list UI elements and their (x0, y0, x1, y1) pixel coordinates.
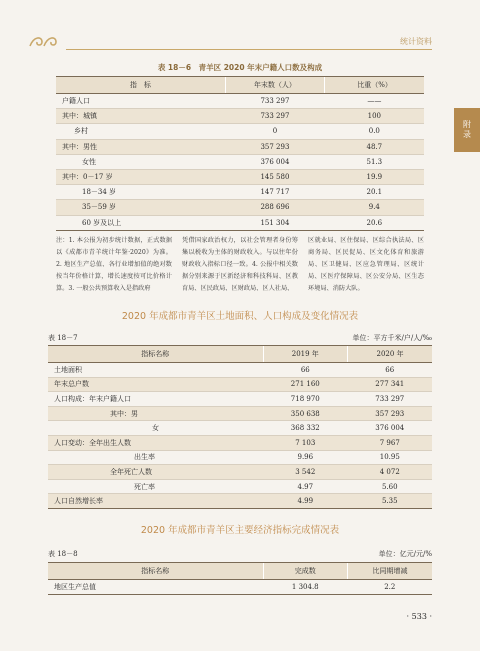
notes-column: 注：1. 本公报为初步统计数据，正式数据以《成都市青羊统计年鉴·2020》为准。2. 地区生产总值、各行业增加值的绝对数按当年价格计算，增长速度按可比价格计算。3. 一般公共预算收入是指政府 (56, 237, 172, 292)
row-label: 18－34 岁 (56, 185, 225, 200)
row-label: 出生率 (48, 450, 263, 465)
table-id: 表 18－7 (48, 334, 78, 342)
cell-2019: 4.97 (263, 479, 347, 494)
cell-share: 51.3 (325, 154, 424, 169)
cell-2019: 3 542 (263, 465, 347, 480)
page-number: · 533 · (406, 612, 432, 621)
row-label: 年末总户数 (48, 377, 263, 392)
cell-2019: 9.96 (263, 450, 347, 465)
population-table (56, 76, 424, 231)
row-label: 户籍人口 (56, 94, 225, 109)
decorative-swirl-icon (28, 34, 64, 50)
row-label: 其中：城镇 (56, 109, 225, 124)
row-label: 死亡率 (48, 479, 263, 494)
cell-2019: 718 970 (263, 392, 347, 407)
notes-column: 区就业局、区住保局、区综合执法局、区商务局、区民促局、区文化体育和旅游局、区卫健局、区应急管理局、区统计局、区医疗保障局、区公安分局、区生态环境局、消防大队。 (308, 237, 424, 292)
cell-share: 48.7 (325, 139, 424, 154)
section-title: 2020 年成都市青羊区主要经济指标完成情况表 (140, 525, 340, 536)
side-tab: 附录 (454, 108, 480, 152)
cell-2019: 7 103 (263, 435, 347, 450)
column-header: 指标名称 (48, 563, 263, 580)
row-label: 人口变动：全年出生人数 (48, 435, 263, 450)
cell-2019: 271 160 (263, 377, 347, 392)
notes-column: 凭借国家政治权力，以社会管理者身份筹集以税收为主体的财政收入。与以往年份财政收入指标口径一致。4. 公报中相关数据分别来源于区新经济和科技科局、区教育局、区民政局、区财政局、区人社局、 (182, 237, 298, 292)
economic-indicators-table (48, 562, 432, 595)
table-id: 表 18－8 (48, 550, 78, 558)
cell-value: 147 717 (225, 185, 324, 200)
notes (56, 235, 424, 295)
table-row (48, 363, 432, 378)
table-row (48, 435, 432, 450)
cell-2020: 66 (348, 363, 432, 378)
cell-value: 0 (225, 124, 324, 139)
cell-2020: 5.60 (348, 479, 432, 494)
column-header: 完成数 (263, 563, 347, 580)
table-unit: 单位：亿元/元/% (378, 550, 432, 558)
cell-2019: 4.99 (263, 494, 347, 509)
cell-share: 19.9 (325, 169, 424, 184)
column-header: 指标名称 (48, 346, 263, 363)
row-label: 土地面积 (48, 363, 263, 378)
cell-2020: 376 004 (348, 421, 432, 436)
land-population-table (48, 345, 432, 509)
table-row (56, 139, 424, 154)
table-row (56, 94, 424, 109)
row-label: 全年死亡人数 (48, 465, 263, 480)
cell-share: 9.4 (325, 200, 424, 215)
header-rule (66, 49, 432, 50)
table-row (48, 450, 432, 465)
cell-value: 376 004 (225, 154, 324, 169)
cell-2019: 368 332 (263, 421, 347, 436)
cell-2020: 10.95 (348, 450, 432, 465)
row-label: 其中：0－17 岁 (56, 169, 225, 184)
section-title: 2020 年成都市青羊区土地面积、人口构成及变化情况表 (121, 311, 359, 322)
table-row (48, 392, 432, 407)
row-label: 其中：男 (48, 406, 263, 421)
table-row (56, 124, 424, 139)
table-row (56, 154, 424, 169)
column-header: 指 标 (56, 77, 225, 94)
cell-share: 20.1 (325, 185, 424, 200)
cell-value: 733 297 (225, 109, 324, 124)
table-row (48, 494, 432, 509)
column-header: 2019 年 (263, 346, 347, 363)
row-label: 人口构成：年末户籍人口 (48, 392, 263, 407)
cell-2020: 277 341 (348, 377, 432, 392)
cell-share: 20.6 (325, 215, 424, 230)
column-header: 年末数（人） (225, 77, 324, 94)
row-label: 乡村 (56, 124, 225, 139)
table-row (48, 580, 432, 595)
row-label: 女性 (56, 154, 225, 169)
cell-share: —— (325, 94, 424, 109)
row-label: 地区生产总值 (48, 580, 263, 595)
table-row (48, 406, 432, 421)
column-header: 比重（%） (325, 77, 424, 94)
table-row (56, 169, 424, 184)
cell-2020: 357 293 (348, 406, 432, 421)
column-header: 比同期增减 (348, 563, 432, 580)
cell-2020: 5.35 (348, 494, 432, 509)
cell-2020: 733 297 (348, 392, 432, 407)
cell-done: 1 304.8 (263, 580, 347, 595)
table-row (48, 479, 432, 494)
cell-value: 288 696 (225, 200, 324, 215)
cell-2019: 66 (263, 363, 347, 378)
cell-change: 2.2 (348, 580, 432, 595)
table-row (48, 421, 432, 436)
table-row (56, 200, 424, 215)
column-header: 2020 年 (348, 346, 432, 363)
table1-caption: 表 18－6 青羊区 2020 年末户籍人口数及构成 (157, 63, 323, 72)
cell-share: 0.0 (325, 124, 424, 139)
table-row (56, 185, 424, 200)
cell-value: 357 293 (225, 139, 324, 154)
running-head: 统计资料 (400, 37, 432, 46)
row-label: 女 (48, 421, 263, 436)
cell-value: 733 297 (225, 94, 324, 109)
row-label: 其中：男性 (56, 139, 225, 154)
cell-value: 145 580 (225, 169, 324, 184)
cell-2019: 350 638 (263, 406, 347, 421)
table-unit: 单位：平方千米/户/人/‰ (352, 334, 432, 342)
row-label: 人口自然增长率 (48, 494, 263, 509)
row-label: 35－59 岁 (56, 200, 225, 215)
row-label: 60 岁及以上 (56, 215, 225, 230)
table-row (56, 109, 424, 124)
table-row (48, 465, 432, 480)
table-row (48, 377, 432, 392)
cell-2020: 7 967 (348, 435, 432, 450)
table-row (56, 215, 424, 230)
cell-share: 100 (325, 109, 424, 124)
cell-value: 151 304 (225, 215, 324, 230)
cell-2020: 4 072 (348, 465, 432, 480)
